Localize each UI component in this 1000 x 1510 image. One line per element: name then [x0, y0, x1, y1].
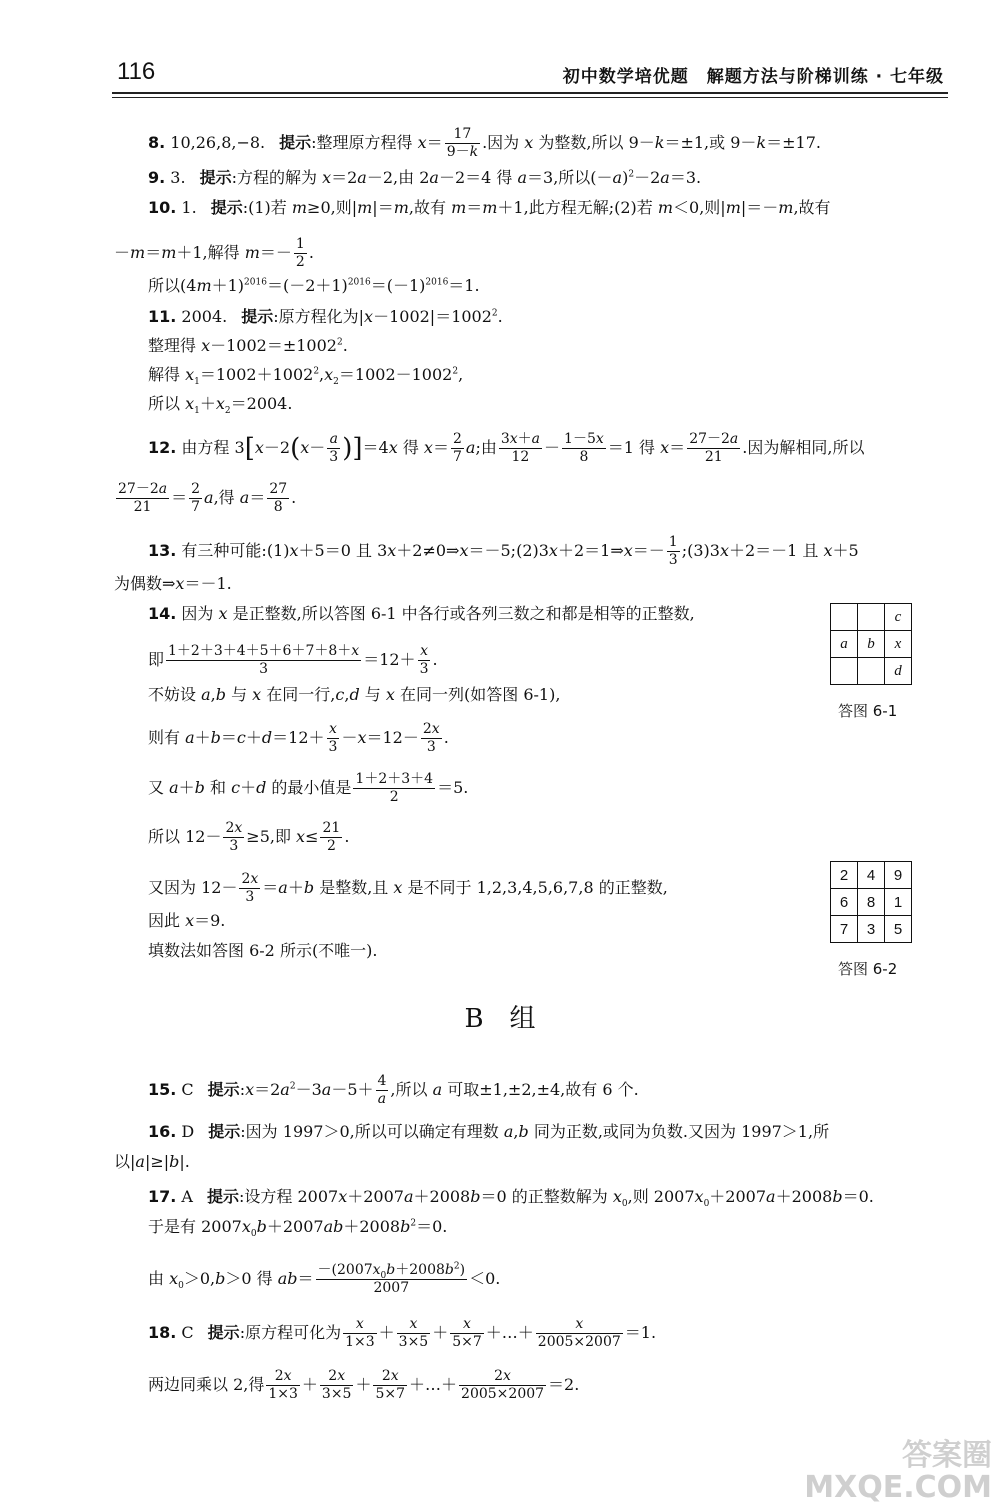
answer-17-step2: 由 $x_0>0,b>0$ 得 ab＝ $\frac{-(2007x_0b+2008b^2)}{2007}$ ＜0.: [148, 1261, 501, 1296]
grid-cell: 7: [831, 916, 858, 943]
answer-16-cont: 以|a|≥|b|.: [114, 1152, 190, 1171]
page-number: 116: [117, 58, 156, 85]
grid-cell: 1: [885, 889, 912, 916]
answer-14-step5: 所以 12－ $\frac{2x}{3}$ ≥5,即 x≤ $\frac{21}{2}$ .: [148, 820, 350, 854]
answer-11-step1: 整理得 $x-1002=\pm 1002^2$.: [148, 336, 348, 355]
figure-6-2-grid: [830, 861, 912, 943]
watermark-logo: [804, 1440, 992, 1504]
answer-10-result: 所以$(4m+1)^{2016}=(-2+1)^{2016}=(-1)^{2016}=1$.: [148, 276, 480, 295]
answer-14-step8: 填数法如答图 6-2 所示(不唯一).: [148, 941, 378, 960]
answer-14: 14. 因为 x 是正整数,所以答图 6-1 中各行或各列三数之和都是相等的正整数,: [148, 604, 695, 623]
grid-cell: 3: [858, 916, 885, 943]
answer-12: 12. 由方程 3[x－2(x－ $\frac{a}{3}$ )]＝4x 得 x＝ $\frac{2}{7}$ a;由 $\frac{3x+a}{12}$ － $\frac{1-5x}{8}$ ＝1 得 x＝ $\frac{27-2a}{21}$ .因为解相同,所以: [148, 431, 865, 465]
answer-18: 18. C 提示:原方程可化为 $\frac{x}{1\times 3}$ ＋ $\frac{x}{3\times 5}$ ＋ $\frac{x}{5\times 7}$ ＋…＋ $\frac{x}{2005\times 2007}$ ＝1.: [148, 1316, 657, 1350]
answer-14-step6: 又因为 12－ $\frac{2x}{3}$ ＝a＋b 是整数,且 x 是不同于 1,2,3,4,5,6,7,8 的正整数,: [148, 871, 668, 905]
running-title: 初中数学培优题 解题方法与阶梯训练 · 七年级: [562, 67, 944, 87]
answer-14-step2: 不妨设 a,b 与 x 在同一行,c,d 与 x 在同一列(如答图 6-1),: [148, 685, 561, 704]
answer-17: 17. A 提示:设方程 2007x＋2007a＋2008b＝0 的正整数解为 $x_0$,则 $2007x_0+2007a+2008b=0$.: [148, 1187, 874, 1210]
grid-cell: 2: [831, 862, 858, 889]
figure-6-2-caption: 答图 6-2: [838, 960, 898, 978]
header-rule: [112, 92, 948, 94]
grid-cell: 5: [885, 916, 912, 943]
answer-15: 15. C 提示$:x=2a^2-3a-5+$ $\frac{4}{a}$ ,所以 a 可取±1,±2,±4,故有 6 个.: [148, 1073, 639, 1107]
figure-6-1-caption: 答图 6-1: [838, 702, 898, 720]
grid-cell: b: [858, 631, 885, 658]
grid-cell: 8: [858, 889, 885, 916]
grid-cell: 4: [858, 862, 885, 889]
answer-13: 13. 有三种可能:(1)x＋5＝0 且 3x＋2≠0⇒x＝－5;(2)3x＋2＝1⇒x＝－ $\frac{1}{3}$ ;(3)3x＋2＝－1 且 x＋5: [148, 534, 859, 568]
figure-6-1-grid: [830, 603, 912, 685]
header-rule-thin: [112, 97, 948, 98]
answer-16: 16. D 提示:因为 1997＞0,所以可以确定有理数 a,b 同为正数,或同为负数.又因为 1997＞1,所: [148, 1122, 830, 1141]
answer-17-step1: 于是有 $2007x_0b+2007ab+2008b^2=0$.: [148, 1217, 448, 1240]
grid-cell: [858, 604, 885, 631]
answer-11: 11. 2004. 提示:原方程化为$|x-1002|=1002^2$.: [148, 307, 503, 326]
section-title: B 组: [464, 1004, 536, 1034]
answer-18-step1: 两边同乘以 2,得 $\frac{2x}{1\times 3}$ ＋ $\frac{2x}{3\times 5}$ ＋ $\frac{2x}{5\times 7}$ ＋…＋ $\frac{2x}{2005\times 2007}$ ＝2.: [148, 1368, 580, 1402]
answer-10: 10. 1. 提示:(1)若 m≥0,则|m|＝m,故有 m＝m＋1,此方程无解;(2)若 m＜0,则|m|＝－m,故有: [148, 198, 831, 217]
answer-14-step4: 又 a＋b 和 c＋d 的最小值是 $\frac{1+2+3+4}{2}$ ＝5.: [148, 771, 469, 805]
grid-cell: a: [831, 631, 858, 658]
answer-11-step3: 所以 $x_1+x_2=2004$.: [148, 394, 293, 417]
answer-9: 9. 3. 提示:方程的解为 x＝2a－2,由 2a－2＝4 得 a＝3,所以$(-a)^2-2a=3$.: [148, 168, 702, 187]
answer-12-cont: $\frac{27-2a}{21}$ ＝ $\frac{2}{7}$ a,得 a＝ $\frac{27}{8}$ .: [118, 481, 297, 515]
answer-11-step2: 解得 $x_1=1002+1002^2,x_2=1002-1002^2$,: [148, 365, 464, 388]
grid-cell: [831, 658, 858, 685]
watermark-line: 答案圈: [902, 1438, 992, 1473]
answer-8: 8. 10,26,8,−8. 提示:整理原方程得 x＝ $\frac{17}{9-k}$ .因为 x 为整数,所以 9－k＝±1,或 9－k＝±17.: [148, 126, 821, 160]
answer-14-step7: 因此 x＝9.: [148, 911, 226, 930]
grid-cell: x: [885, 631, 912, 658]
answer-10-cont: －m＝m＋1,解得 m＝－ $\frac{1}{2}$ .: [114, 236, 314, 270]
grid-cell: 9: [885, 862, 912, 889]
answer-14-step1: 即 $\frac{1+2+3+4+5+6+7+8+x}{3}$ ＝12＋ $\frac{x}{3}$ .: [148, 643, 438, 677]
watermark-line: MXQE.COM: [804, 1470, 992, 1505]
grid-cell: [831, 604, 858, 631]
answer-13-cont: 为偶数⇒x＝－1.: [114, 574, 232, 593]
grid-cell: 6: [831, 889, 858, 916]
grid-cell: d: [885, 658, 912, 685]
grid-cell: [858, 658, 885, 685]
answer-14-step3: 则有 a＋b＝c＋d＝12＋ $\frac{x}{3}$ －x＝12－ $\frac{2x}{3}$ .: [148, 721, 449, 755]
grid-cell: c: [885, 604, 912, 631]
